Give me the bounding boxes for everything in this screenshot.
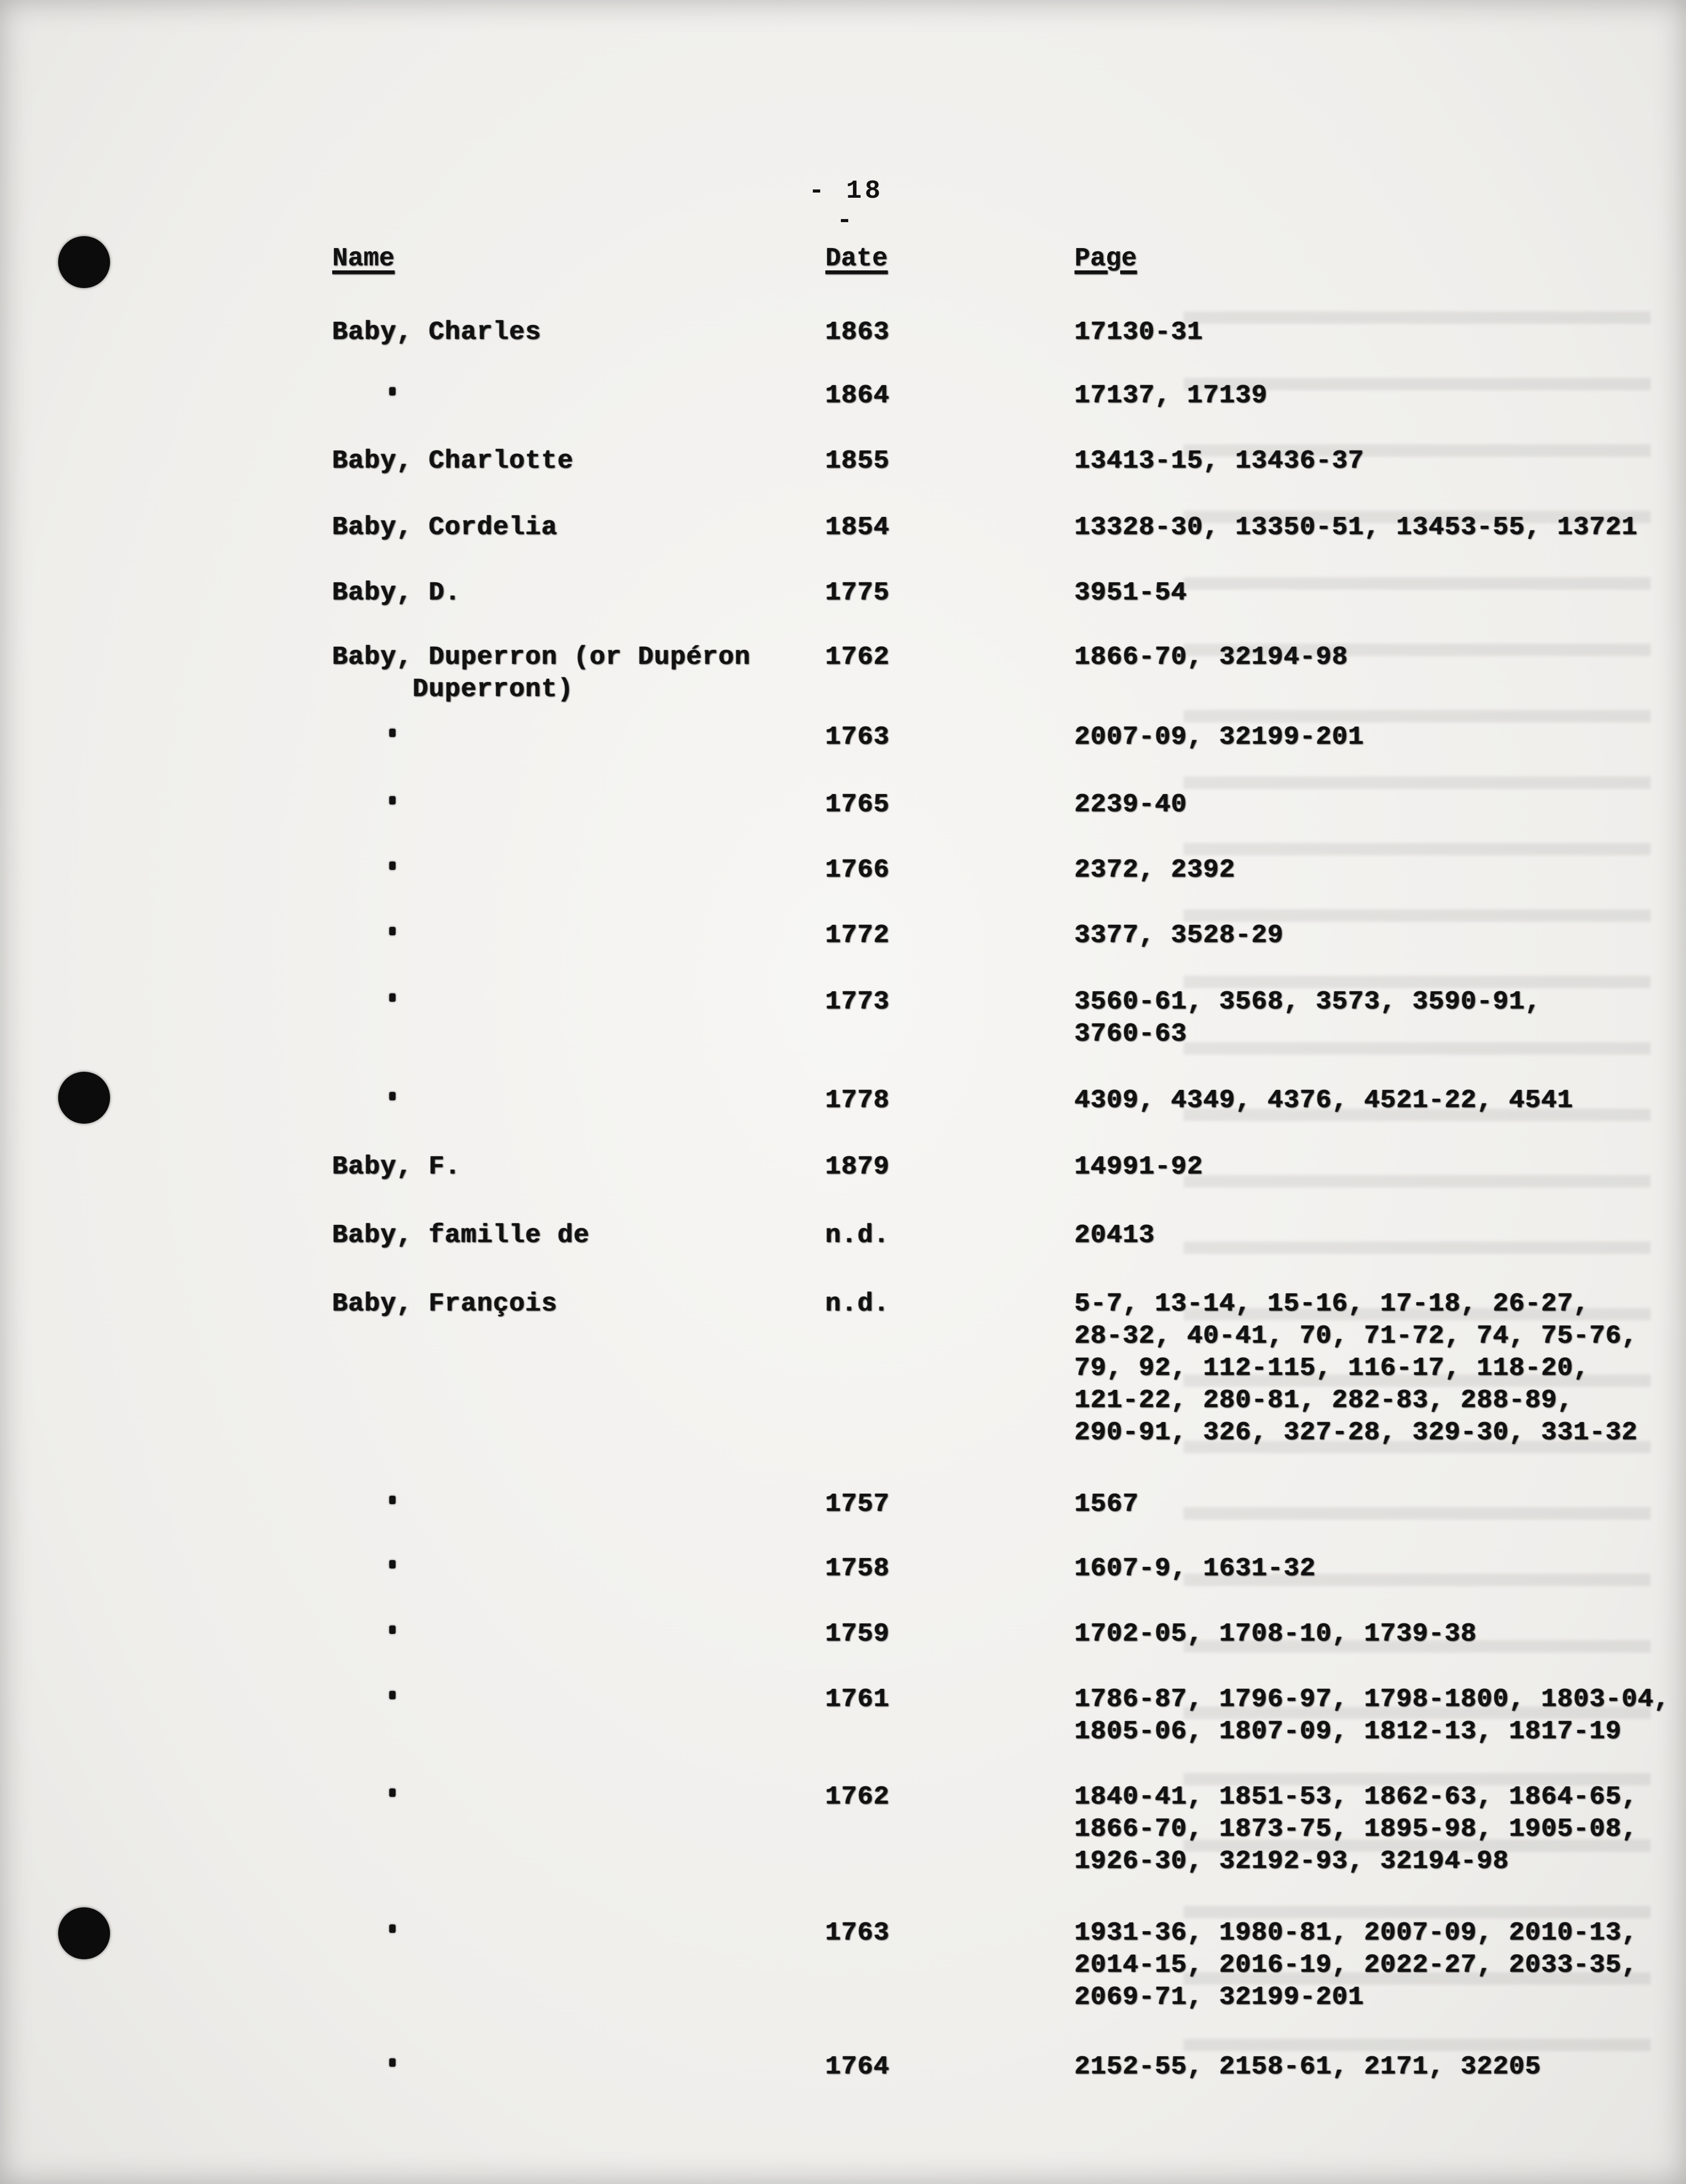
column-header-date: Date (825, 244, 888, 274)
ditto-mark (389, 1789, 396, 1797)
ditto-mark (389, 1924, 396, 1933)
entry-pages: 1786-87, 1796-97, 1798-1800, 1803-04, 1805-06, 1807-09, 1812-13, 1817-19 (1075, 1685, 1670, 1746)
ditto-mark (389, 796, 396, 804)
ditto-mark (389, 1691, 396, 1699)
entry-date: 1855 (825, 446, 890, 476)
entry-date: 1759 (825, 1619, 890, 1649)
entry-pages: 13413-15, 13436-37 (1075, 446, 1365, 476)
entry-name: Baby, famille de (332, 1221, 590, 1250)
entry-pages: 3377, 3528-29 (1075, 921, 1284, 950)
entry-date: 1763 (825, 1918, 890, 1948)
entry-pages: 2372, 2392 (1075, 855, 1236, 885)
column-header-page: Page (1075, 244, 1137, 274)
entry-pages: 14991-92 (1075, 1152, 1204, 1182)
ditto-mark (389, 2058, 396, 2067)
entry-pages: 1866-70, 32194-98 (1075, 643, 1349, 672)
entry-date: 1778 (825, 1086, 890, 1115)
entry-pages: 3951-54 (1075, 578, 1188, 608)
entry-pages: 1931-36, 1980-81, 2007-09, 2010-13, 2014-15, 2016-19, 2022-27, 2033-35, 2069-71, 32199-201 (1075, 1918, 1638, 2012)
ditto-mark (389, 1496, 396, 1504)
entry-date: 1762 (825, 643, 890, 672)
entry-pages: 1567 (1075, 1490, 1139, 1519)
ditto-mark (389, 1092, 396, 1100)
entry-date: 1854 (825, 513, 890, 542)
entry-name: Baby, F. (332, 1152, 461, 1182)
entry-date: 1773 (825, 987, 890, 1017)
entry-date: 1762 (825, 1782, 890, 1812)
entry-pages: 2239-40 (1075, 790, 1188, 820)
entry-date: 1757 (825, 1490, 890, 1519)
ditto-mark (389, 729, 396, 737)
entry-date: n.d. (825, 1289, 890, 1319)
punch-hole-top (58, 236, 110, 288)
entry-date: 1766 (825, 855, 890, 885)
entry-date: 1863 (825, 318, 890, 347)
entry-date: 1761 (825, 1685, 890, 1714)
entry-pages: 2152-55, 2158-61, 2171, 32205 (1075, 2052, 1542, 2082)
entry-date: 1775 (825, 578, 890, 608)
entry-date: 1765 (825, 790, 890, 820)
entry-date: 1758 (825, 1554, 890, 1584)
entry-pages: 17130-31 (1075, 318, 1204, 347)
entry-date: 1764 (825, 2052, 890, 2082)
ditto-mark (389, 387, 396, 395)
entry-date: 1772 (825, 921, 890, 950)
entry-date: 1864 (825, 381, 890, 411)
ditto-mark (389, 993, 396, 1002)
entry-pages: 1840-41, 1851-53, 1862-63, 1864-65, 1866-70, 1873-75, 1895-98, 1905-08, 1926-30, 32192-93, 32194-98 (1075, 1782, 1638, 1876)
punch-hole-middle (58, 1072, 110, 1124)
punch-hole-bottom (58, 1907, 110, 1959)
entry-name: Baby, Cordelia (332, 513, 558, 542)
entry-name: Baby, D. (332, 578, 461, 608)
entry-date: n.d. (825, 1221, 890, 1250)
column-header-name: Name (332, 244, 395, 274)
entry-pages: 17137, 17139 (1075, 381, 1268, 411)
entry-name: Baby, Charles (332, 318, 542, 347)
entry-pages: 1607-9, 1631-32 (1075, 1554, 1316, 1584)
entry-pages: 13328-30, 13350-51, 13453-55, 13721 (1075, 513, 1638, 542)
ditto-mark (389, 1626, 396, 1634)
ditto-mark (389, 1560, 396, 1568)
entry-pages: 20413 (1075, 1221, 1155, 1250)
entry-name: Baby, François (332, 1289, 558, 1319)
entry-date: 1879 (825, 1152, 890, 1182)
page-number: - 18 - (808, 176, 884, 236)
ditto-mark (389, 862, 396, 870)
entry-pages: 3560-61, 3568, 3573, 3590-91, 3760-63 (1075, 987, 1542, 1049)
entry-pages: 5-7, 13-14, 15-16, 17-18, 26-27, 28-32, 40-41, 70, 71-72, 74, 75-76, 79, 92, 112-115, 116-17, 118-20, 121-22, 280-81, 282-83, 288-89, 290-91, 326, 327-28, 329-30, 331-32 (1075, 1289, 1638, 1448)
entry-pages: 1702-05, 1708-10, 1739-38 (1075, 1619, 1477, 1649)
entry-date: 1763 (825, 722, 890, 752)
entry-pages: 2007-09, 32199-201 (1075, 722, 1365, 752)
entry-name: Baby, Duperron (or Dupéron Duperront) (332, 643, 751, 704)
entry-pages: 4309, 4349, 4376, 4521-22, 4541 (1075, 1086, 1574, 1115)
entry-name: Baby, Charlotte (332, 446, 574, 476)
ditto-mark (389, 927, 396, 935)
